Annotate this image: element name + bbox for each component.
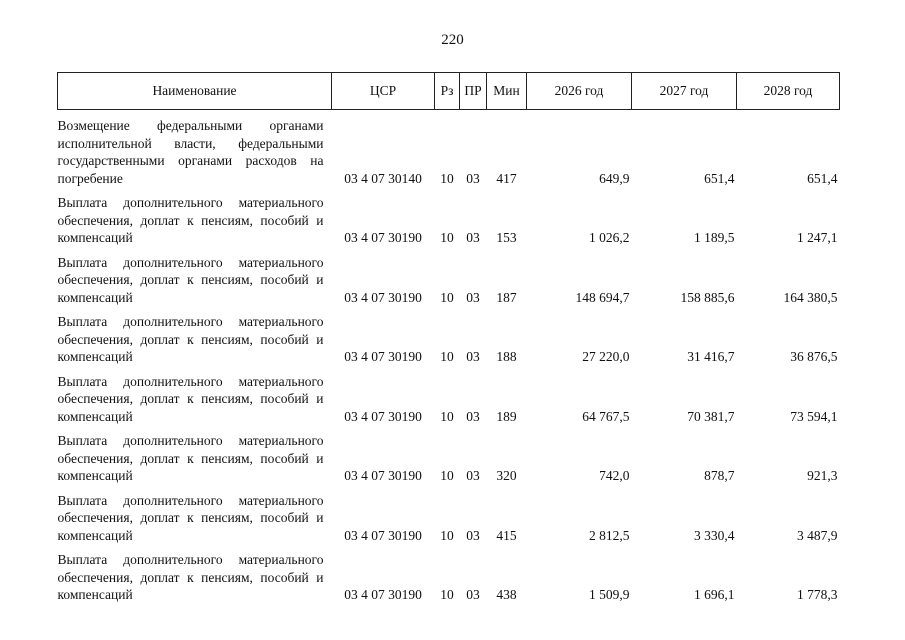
- row-min: 320: [496, 468, 517, 483]
- row-2027: 70 381,7: [687, 408, 735, 424]
- row-2026: 64 767,5: [582, 408, 630, 424]
- row-csr: 03 4 07 30190: [344, 527, 422, 543]
- row-min: 189: [496, 408, 517, 424]
- row-name: Выплата дополнительного материального обеспечения, доплат к пенсиям, пособий и компенсаций: [57, 314, 324, 364]
- row-csr: 03 4 07 30190: [344, 230, 422, 245]
- table-row: [58, 485, 840, 545]
- row-2026: 742,0: [599, 468, 630, 483]
- row-2026: 649,9: [599, 170, 630, 186]
- row-pr: 03: [466, 468, 480, 483]
- row-rz: 10: [440, 230, 454, 245]
- row-2026: 2 812,5: [589, 527, 630, 543]
- row-min: 417: [496, 170, 517, 186]
- row-rz: 10: [440, 349, 454, 364]
- table-row: [58, 425, 840, 485]
- row-2028: 73 594,1: [790, 408, 838, 424]
- table-row: [58, 306, 840, 366]
- table-row: [58, 366, 840, 426]
- table-row: [58, 187, 840, 247]
- header-min: Мин: [487, 73, 527, 110]
- row-csr: 03 4 07 30190: [344, 587, 422, 602]
- row-min: 438: [496, 587, 517, 602]
- row-2028: 1 778,3: [797, 587, 838, 602]
- header-2028: 2028 год: [737, 73, 840, 110]
- row-csr: 03 4 07 30190: [344, 408, 422, 424]
- table-row: [58, 544, 840, 604]
- row-2027: 158 885,6: [680, 289, 735, 305]
- row-csr: 03 4 07 30190: [344, 289, 422, 305]
- row-min: 187: [496, 289, 517, 305]
- row-min: 153: [496, 230, 517, 245]
- row-2028: 1 247,1: [797, 230, 838, 245]
- row-name: Выплата дополнительного материального обеспечения, доплат к пенсиям, пособий и компенсаций: [57, 552, 324, 602]
- row-min: 188: [496, 349, 517, 364]
- row-2027: 1 189,5: [694, 230, 735, 245]
- budget-table: [57, 72, 840, 604]
- row-csr: 03 4 07 30190: [344, 468, 422, 483]
- row-pr: 03: [466, 170, 480, 186]
- row-2027: 31 416,7: [687, 349, 735, 364]
- row-rz: 10: [440, 587, 454, 602]
- row-2028: 3 487,9: [797, 527, 838, 543]
- row-2026: 27 220,0: [582, 349, 630, 364]
- row-2027: 3 330,4: [694, 527, 735, 543]
- row-2026: 1 026,2: [589, 230, 630, 245]
- row-2028: 921,3: [807, 468, 838, 483]
- row-csr: 03 4 07 30140: [344, 170, 422, 186]
- row-pr: 03: [466, 527, 480, 543]
- row-2028: 164 380,5: [783, 289, 838, 305]
- row-name: Выплата дополнительного материального обеспечения, доплат к пенсиям, пособий и компенсаций: [57, 373, 324, 424]
- row-rz: 10: [440, 468, 454, 483]
- row-pr: 03: [466, 230, 480, 245]
- row-name: Возмещение федеральными органами исполнительной власти, федеральными государственными органами расходов на погребение: [57, 118, 324, 186]
- row-2028: 36 876,5: [790, 349, 838, 364]
- row-2028: 651,4: [807, 170, 838, 186]
- row-rz: 10: [440, 527, 454, 543]
- row-csr: 03 4 07 30190: [344, 349, 422, 364]
- table-row: [58, 110, 840, 188]
- header-name: Наименование: [58, 73, 332, 110]
- header-2027: 2027 год: [632, 73, 737, 110]
- row-2027: 878,7: [704, 468, 735, 483]
- header-2026: 2026 год: [527, 73, 632, 110]
- row-name: Выплата дополнительного материального обеспечения, доплат к пенсиям, пособий и компенсаций: [57, 433, 324, 483]
- row-pr: 03: [466, 289, 480, 305]
- row-rz: 10: [440, 170, 454, 186]
- row-pr: 03: [466, 408, 480, 424]
- row-2026: 148 694,7: [575, 289, 630, 305]
- row-rz: 10: [440, 408, 454, 424]
- table-row: [58, 247, 840, 307]
- row-2027: 651,4: [704, 170, 735, 186]
- row-name: Выплата дополнительного материального обеспечения, доплат к пенсиям, пособий и компенсаций: [57, 254, 324, 305]
- row-2027: 1 696,1: [694, 587, 735, 602]
- row-2026: 1 509,9: [589, 587, 630, 602]
- row-min: 415: [496, 527, 517, 543]
- header-csr: ЦСР: [332, 73, 435, 110]
- row-name: Выплата дополнительного материального обеспечения, доплат к пенсиям, пособий и компенсаций: [57, 195, 324, 245]
- header-rz: Рз: [435, 73, 460, 110]
- row-pr: 03: [466, 349, 480, 364]
- header-pr: ПР: [460, 73, 487, 110]
- page-number: 220: [441, 32, 464, 48]
- table-body: [58, 110, 840, 604]
- table-header-row: [58, 73, 840, 110]
- row-name: Выплата дополнительного материального обеспечения, доплат к пенсиям, пособий и компенсаций: [57, 492, 324, 543]
- row-pr: 03: [466, 587, 480, 602]
- row-rz: 10: [440, 289, 454, 305]
